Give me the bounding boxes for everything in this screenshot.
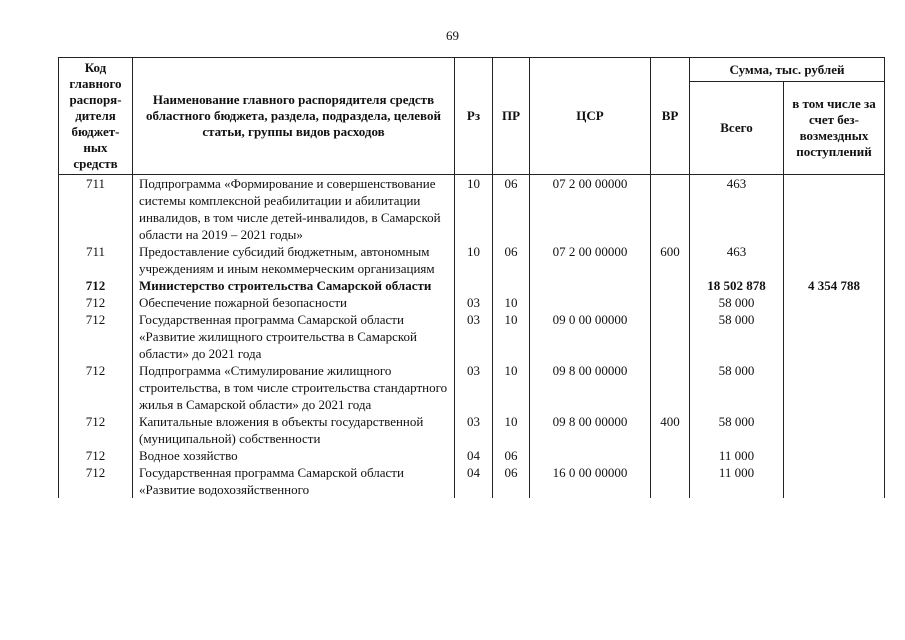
table-row: [59, 362, 885, 413]
row-rz: 10: [455, 175, 493, 244]
row-name: Подпрограмма «Формирование и совершенствование системы комплексной реабилитации и абилитации инвалидов, в том числе детей-инвалидов, в Самарской области на 2019 – 2021 годы»: [133, 175, 455, 244]
row-rz: 03: [455, 413, 493, 447]
row-rz: 04: [455, 464, 493, 498]
table-row: [59, 243, 885, 277]
row-csr: [530, 277, 651, 294]
row-pr: [493, 277, 530, 294]
table-row: [59, 447, 885, 464]
row-total: 11 000: [690, 464, 784, 498]
row-total: 58 000: [690, 311, 784, 362]
row-name: Предоставление субсидий бюджетным, автономным учреждениям и иным некоммерческим организациям: [133, 243, 455, 277]
row-pr: 10: [493, 311, 530, 362]
header-pr: ПР: [493, 58, 530, 175]
row-total: 58 000: [690, 294, 784, 311]
table-header: [59, 58, 885, 175]
row-vr: [651, 294, 690, 311]
row-incl: [784, 447, 885, 464]
row-rz: 04: [455, 447, 493, 464]
row-total: 18 502 878: [690, 277, 784, 294]
table-row: [59, 175, 885, 244]
row-name: Подпрограмма «Стимулирование жилищного строительства, в том числе строительства стандартного жилья в Самарской области» до 2021 года: [133, 362, 455, 413]
row-pr: 06: [493, 243, 530, 277]
header-sum-group: Сумма, тыс. рублей: [690, 58, 885, 82]
row-vr: [651, 277, 690, 294]
row-csr: 09 8 00 00000: [530, 362, 651, 413]
row-pr: 10: [493, 413, 530, 447]
row-rz: 03: [455, 362, 493, 413]
row-csr: [530, 447, 651, 464]
row-incl: [784, 413, 885, 447]
row-incl: [784, 464, 885, 498]
row-name: Капитальные вложения в объекты государственной (муниципальной) собственности: [133, 413, 455, 447]
row-pr: 06: [493, 464, 530, 498]
table-body: [59, 175, 885, 499]
table-row: [59, 277, 885, 294]
page-number: 69: [446, 28, 459, 43]
row-code: 712: [59, 311, 133, 362]
header-name: Наименование главного распорядителя средств областного бюджета, раздела, подраздела, целевой статьи, группы видов расходов: [133, 58, 455, 175]
row-code: 712: [59, 447, 133, 464]
row-csr: 07 2 00 00000: [530, 243, 651, 277]
row-csr: 07 2 00 00000: [530, 175, 651, 244]
row-incl: [784, 311, 885, 362]
row-name: Государственная программа Самарской области «Развитие жилищного строительства в Самарской области» до 2021 года: [133, 311, 455, 362]
row-total: 58 000: [690, 413, 784, 447]
row-code: 712: [59, 413, 133, 447]
header-vr: ВР: [651, 58, 690, 175]
row-vr: [651, 311, 690, 362]
row-name: Обеспечение пожарной безопасности: [133, 294, 455, 311]
row-vr: [651, 447, 690, 464]
header-csr: ЦСР: [530, 58, 651, 175]
row-rz: 03: [455, 294, 493, 311]
header-total: Всего: [690, 82, 784, 175]
table-row: [59, 413, 885, 447]
row-incl: [784, 362, 885, 413]
row-pr: 10: [493, 294, 530, 311]
row-total: 58 000: [690, 362, 784, 413]
header-incl: в том числе за счет без-возмездных поступлений: [784, 82, 885, 175]
row-rz: [455, 277, 493, 294]
row-name: Государственная программа Самарской области «Развитие водохозяйственного: [133, 464, 455, 498]
header-rz: Рз: [455, 58, 493, 175]
table-row: [59, 464, 885, 498]
row-rz: 03: [455, 311, 493, 362]
table-row: [59, 311, 885, 362]
row-csr: 09 8 00 00000: [530, 413, 651, 447]
row-csr: 09 0 00 00000: [530, 311, 651, 362]
row-code: 712: [59, 277, 133, 294]
row-vr: 400: [651, 413, 690, 447]
row-code: 712: [59, 362, 133, 413]
row-incl: 4 354 788: [784, 277, 885, 294]
row-vr: [651, 464, 690, 498]
row-vr: [651, 362, 690, 413]
row-total: 463: [690, 243, 784, 277]
row-pr: 06: [493, 447, 530, 464]
table-row: [59, 294, 885, 311]
row-csr: 16 0 00 00000: [530, 464, 651, 498]
row-vr: [651, 175, 690, 244]
row-csr: [530, 294, 651, 311]
row-pr: 06: [493, 175, 530, 244]
row-incl: [784, 243, 885, 277]
row-pr: 10: [493, 362, 530, 413]
row-incl: [784, 175, 885, 244]
budget-table: [58, 57, 885, 498]
row-code: 711: [59, 175, 133, 244]
row-code: 711: [59, 243, 133, 277]
row-rz: 10: [455, 243, 493, 277]
row-name: Министерство строительства Самарской области: [133, 277, 455, 294]
row-vr: 600: [651, 243, 690, 277]
header-code: Код главного распоря-дителя бюджет-ных средств: [59, 58, 133, 175]
row-code: 712: [59, 464, 133, 498]
row-total: 11 000: [690, 447, 784, 464]
row-total: 463: [690, 175, 784, 244]
row-incl: [784, 294, 885, 311]
row-name: Водное хозяйство: [133, 447, 455, 464]
row-code: 712: [59, 294, 133, 311]
